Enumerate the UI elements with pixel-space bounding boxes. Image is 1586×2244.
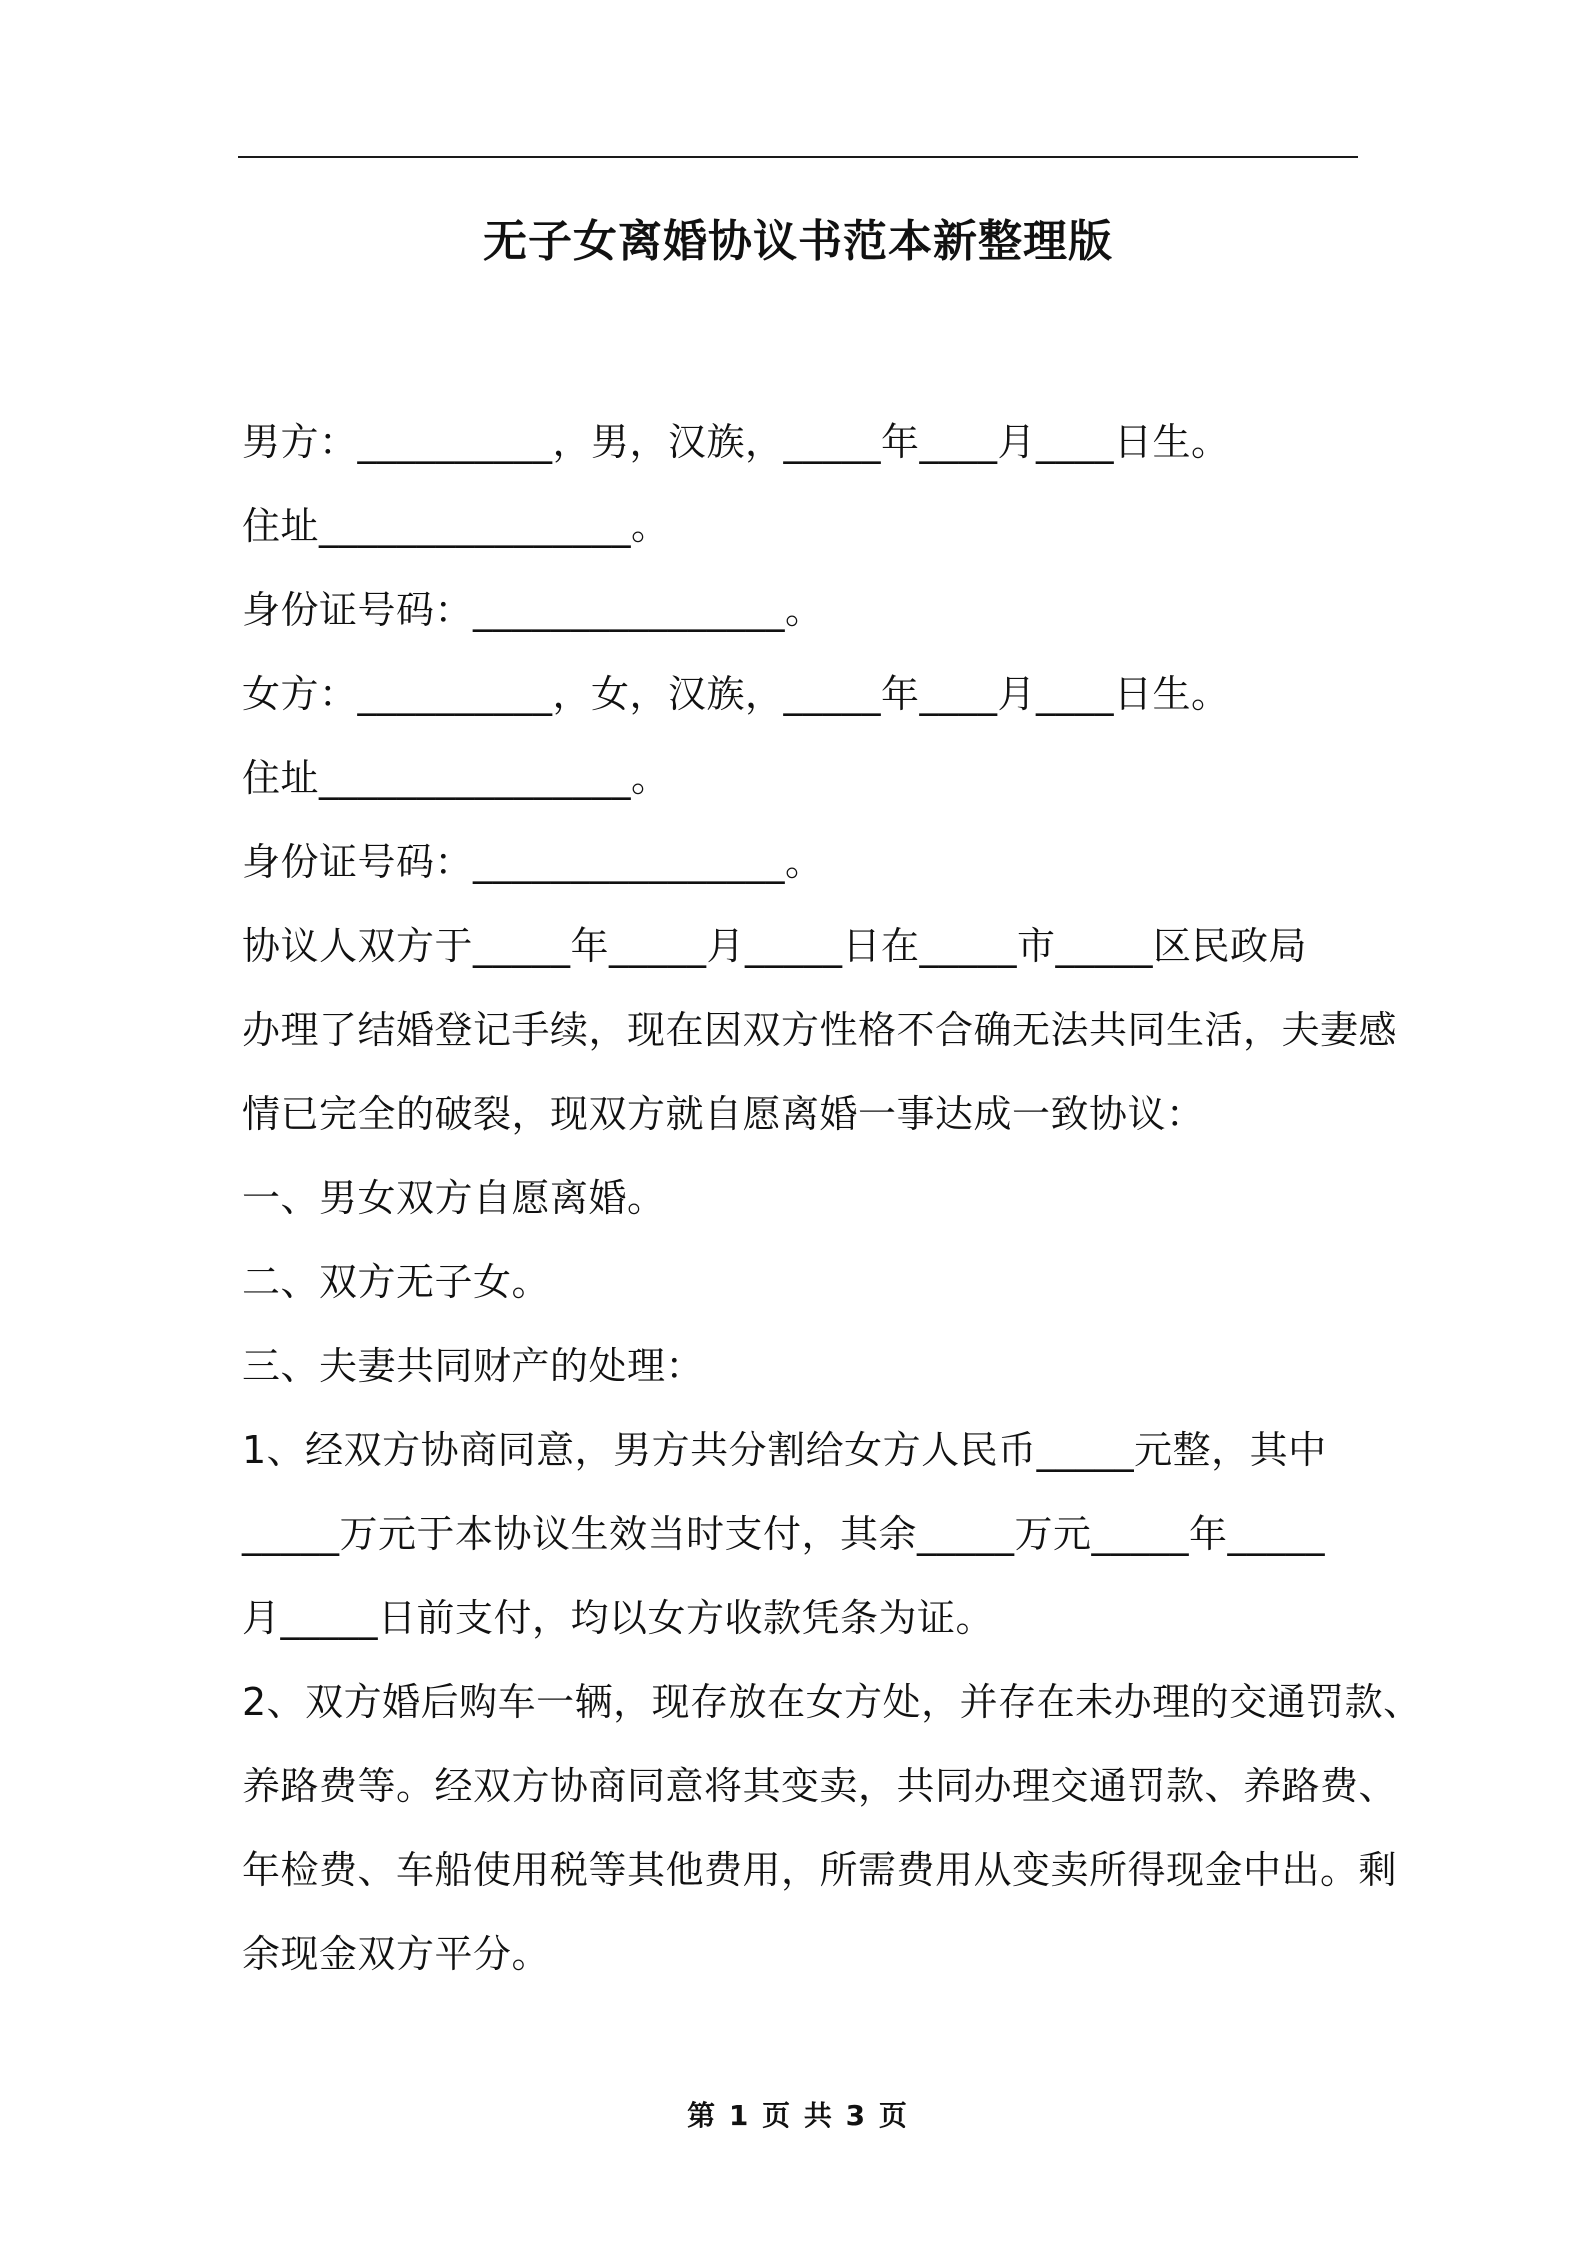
text-line: _____万元于本协议生效当时支付，其余_____万元_____年_____ bbox=[242, 1512, 1326, 1556]
page-number-footer: 第 1 页 共 3 页 bbox=[687, 2099, 909, 2132]
text-line: 男方：__________，男，汉族，_____年____月____日生。 bbox=[242, 420, 1230, 464]
text-line: 二、双方无子女。 bbox=[242, 1260, 551, 1304]
text-line: 身份证号码：________________。 bbox=[242, 588, 824, 632]
text-line: 住址________________。 bbox=[242, 756, 670, 800]
text-line: 协议人双方于_____年_____月_____日在_____市_____区民政局 bbox=[242, 924, 1308, 968]
text-line: 1、经双方协商同意，男方共分割给女方人民币_____元整，其中 bbox=[242, 1428, 1327, 1472]
text-line: 女方：__________，女，汉族，_____年____月____日生。 bbox=[242, 672, 1230, 716]
text-line: 三、夫妻共同财产的处理： bbox=[242, 1344, 705, 1388]
text-line: 年检费、车船使用税等其他费用，所需费用从变卖所得现金中出。剩 bbox=[242, 1848, 1398, 1892]
document-body bbox=[242, 400, 1422, 1996]
header-rule bbox=[238, 156, 1358, 158]
text-line: 身份证号码：________________。 bbox=[242, 840, 824, 884]
text-line: 情已完全的破裂，现双方就自愿离婚一事达成一致协议： bbox=[242, 1092, 1205, 1136]
text-line: 一、男女双方自愿离婚。 bbox=[242, 1176, 666, 1220]
text-line: 余现金双方平分。 bbox=[242, 1932, 551, 1976]
document-title: 无子女离婚协议书范本新整理版 bbox=[483, 216, 1113, 267]
text-line: 住址________________。 bbox=[242, 504, 670, 548]
text-line: 月_____日前支付，均以女方收款凭条为证。 bbox=[242, 1596, 995, 1640]
text-line: 办理了结婚登记手续，现在因双方性格不合确无法共同生活，夫妻感 bbox=[242, 1008, 1398, 1052]
text-line: 2、双方婚后购车一辆，现存放在女方处，并存在未办理的交通罚款、 bbox=[242, 1680, 1422, 1724]
text-line: 养路费等。经双方协商同意将其变卖，共同办理交通罚款、养路费、 bbox=[242, 1764, 1398, 1808]
